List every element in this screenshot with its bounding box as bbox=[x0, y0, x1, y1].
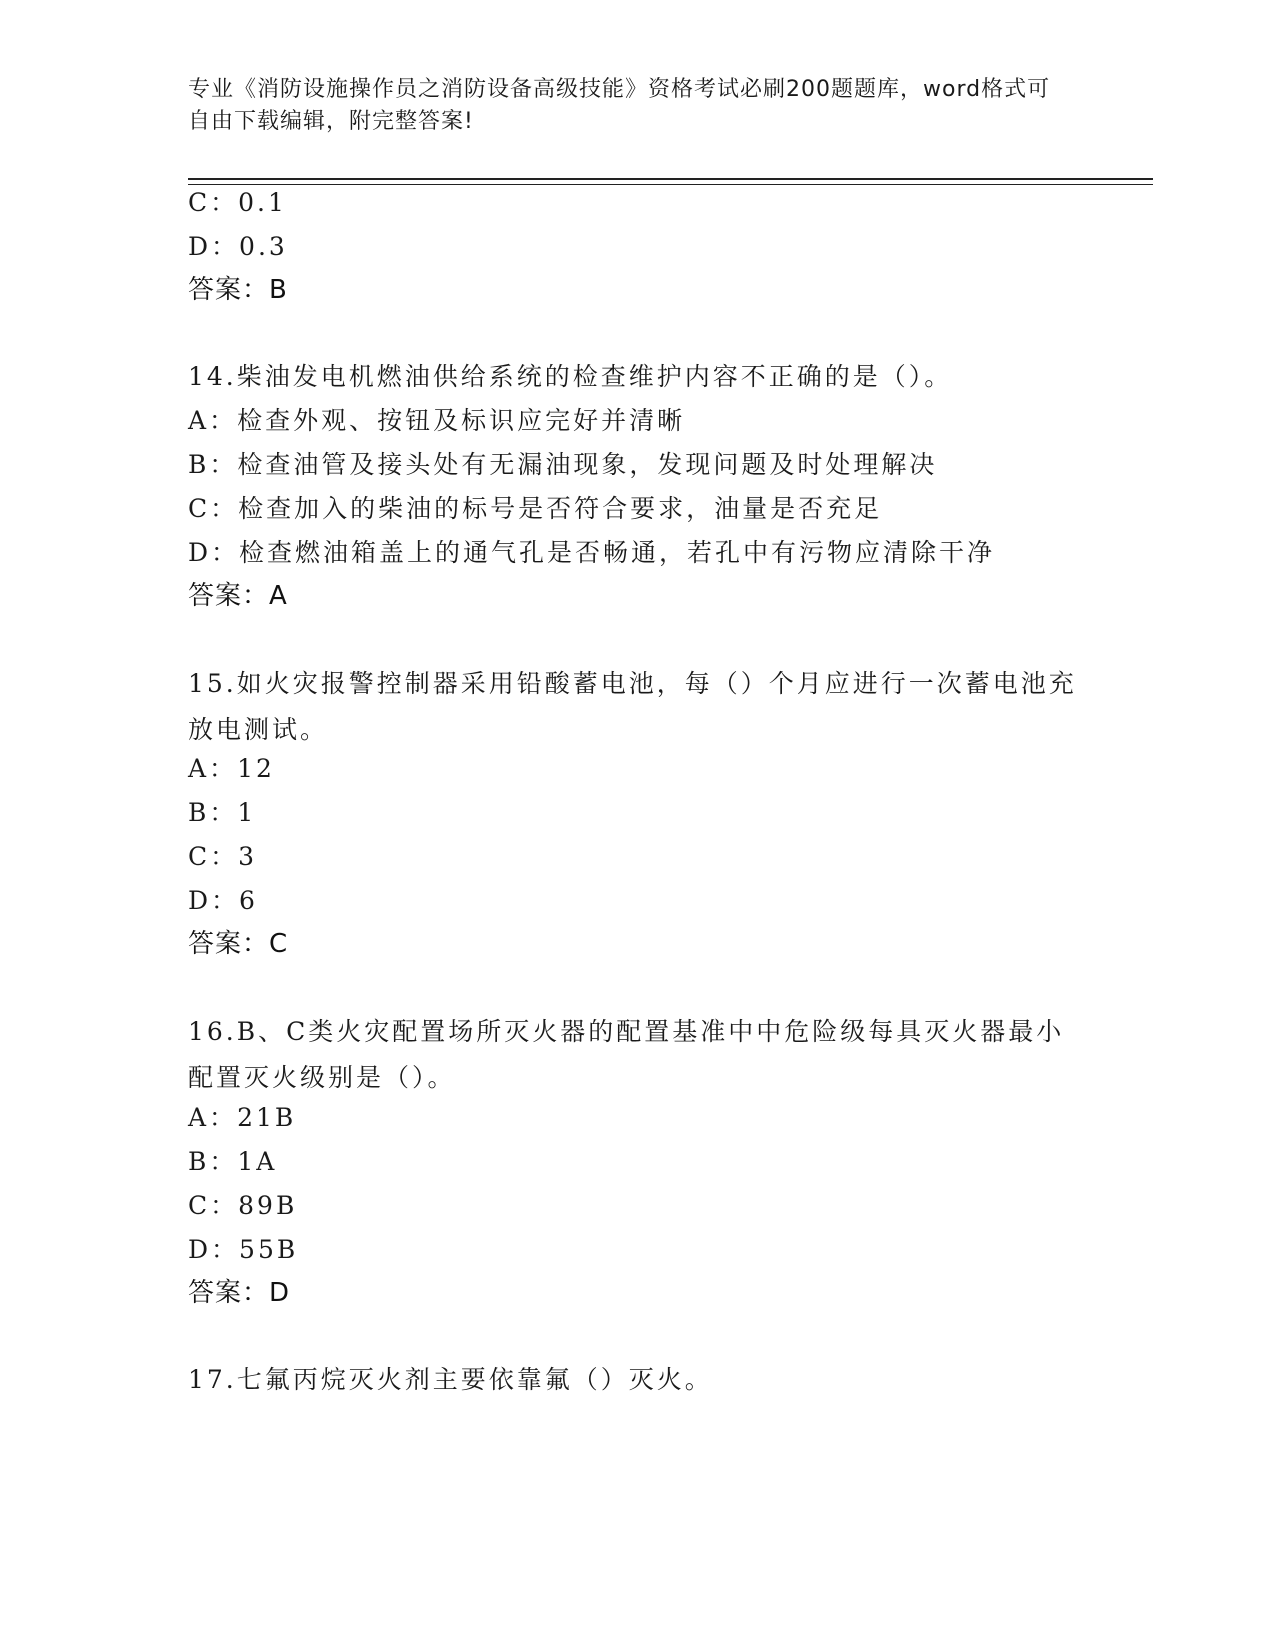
option-text: 1 bbox=[237, 798, 257, 827]
document-header-title: 专业《消防设施操作员之消防设备高级技能》资格考试必刷200题题库，word格式可自由下载编辑，附完整答案! bbox=[188, 77, 1051, 134]
option-text: 1A bbox=[237, 1147, 278, 1176]
option-text: 检查油管及接头处有无漏油现象，发现问题及时处理解决 bbox=[237, 450, 938, 479]
option-label: C： bbox=[188, 842, 239, 871]
option-text: 55B bbox=[239, 1235, 299, 1264]
option-label: C： bbox=[188, 1191, 239, 1220]
q15-question: 15.如火灾报警控制器采用铅酸蓄电池，每（）个月应进行一次蓄电池充放电测试。 bbox=[188, 669, 1077, 744]
q13-answer: 答案：B bbox=[188, 275, 288, 305]
option-text: 检查外观、按钮及标识应完好并清晰 bbox=[237, 406, 686, 435]
q14-question: 14.柴油发电机燃油供给系统的检查维护内容不正确的是（）。 bbox=[188, 362, 953, 391]
option-text: 检查加入的柴油的标号是否符合要求，油量是否充足 bbox=[238, 494, 883, 523]
q15-option-a bbox=[188, 752, 275, 786]
header-rule-thick bbox=[188, 178, 1153, 180]
option-text: 0.1 bbox=[238, 188, 287, 217]
option-label: A： bbox=[188, 1103, 238, 1132]
q16-option-d bbox=[188, 1233, 298, 1267]
q13-option-d bbox=[188, 230, 288, 264]
q14-answer: 答案：A bbox=[188, 581, 288, 611]
option-text: 21B bbox=[237, 1103, 297, 1132]
option-label: B： bbox=[188, 798, 238, 827]
q17-question: 17.七氟丙烷灭火剂主要依靠氟（）灭火。 bbox=[188, 1365, 713, 1394]
option-label: D： bbox=[188, 232, 240, 261]
q15-option-b bbox=[188, 796, 256, 830]
q13-option-c bbox=[188, 186, 287, 220]
q16-option-c bbox=[188, 1189, 297, 1223]
option-label: C： bbox=[188, 188, 239, 217]
q16-question: 16.B、C类火灾配置场所灭火器的配置基准中中危险级每具灭火器最小配置灭火级别是（）。 bbox=[188, 1017, 1065, 1092]
q16-answer: 答案：D bbox=[188, 1278, 291, 1308]
q16-option-a bbox=[188, 1101, 296, 1135]
option-label: D： bbox=[188, 1235, 240, 1264]
option-text: 12 bbox=[237, 754, 275, 783]
option-label: B： bbox=[188, 1147, 238, 1176]
option-label: A： bbox=[188, 406, 238, 435]
q14-option-d bbox=[188, 536, 995, 570]
option-label: A： bbox=[188, 754, 238, 783]
q15-option-d bbox=[188, 884, 258, 918]
q14-option-b bbox=[188, 448, 937, 482]
option-label: B： bbox=[188, 450, 238, 479]
header-rule-thin bbox=[188, 184, 1153, 185]
q16-option-b bbox=[188, 1145, 277, 1179]
q15-answer: 答案：C bbox=[188, 929, 289, 959]
option-label: D： bbox=[188, 886, 240, 915]
option-label: D： bbox=[188, 538, 240, 567]
option-text: 89B bbox=[238, 1191, 298, 1220]
q14-option-c bbox=[188, 492, 882, 526]
option-label: C： bbox=[188, 494, 239, 523]
q15-option-c bbox=[188, 840, 257, 874]
option-text: 6 bbox=[239, 886, 258, 915]
q14-option-a bbox=[188, 404, 685, 438]
option-text: 3 bbox=[238, 842, 258, 871]
option-text: 0.3 bbox=[239, 232, 288, 261]
option-text: 检查燃油箱盖上的通气孔是否畅通，若孔中有污物应清除干净 bbox=[239, 538, 996, 567]
